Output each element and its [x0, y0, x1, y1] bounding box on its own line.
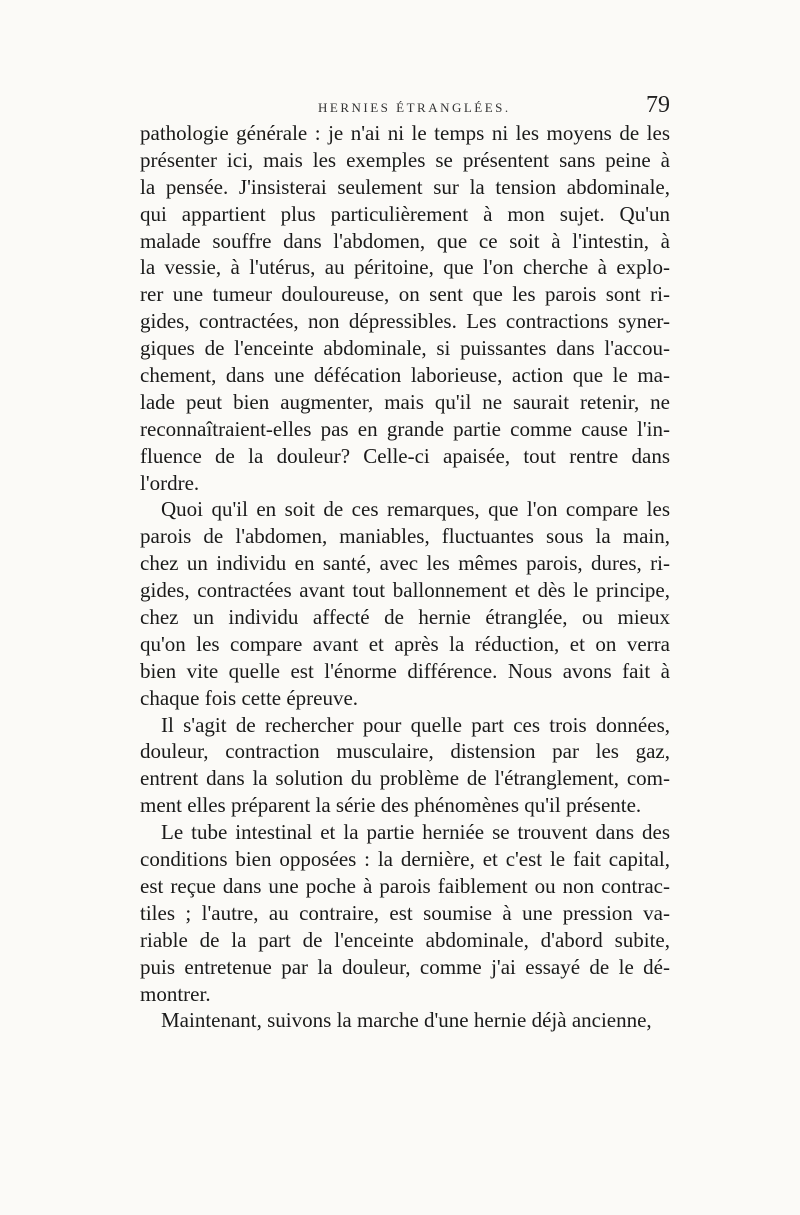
text-line: montrer.: [140, 981, 211, 1006]
text-line: riable de la part de l'enceinte abdominale, d'abord subite,: [140, 927, 670, 952]
text-line: Maintenant, suivons la marche d'une hernie déjà ancienne,: [161, 1008, 652, 1033]
paragraph: [140, 1007, 670, 1034]
text-line: tiles ; l'autre, au contraire, est soumise à une pression va-: [140, 900, 670, 925]
text-line: la vessie, à l'utérus, au péritoine, que l'on cherche à explo-: [140, 255, 670, 280]
paragraph: [140, 120, 670, 496]
body-text: [140, 120, 670, 1034]
paragraph: [140, 712, 670, 820]
text-line: chaque fois cette épreuve.: [140, 685, 359, 710]
page-header: [140, 92, 670, 120]
text-line: douleur, contraction musculaire, distension par les gaz,: [140, 739, 670, 764]
text-line: pathologie générale : je n'ai ni le temps ni les moyens de les: [140, 121, 670, 145]
book-page: [140, 92, 670, 1034]
paragraph: [140, 496, 670, 711]
text-line: giques de l'enceinte abdominale, si puissantes dans l'accou-: [140, 336, 670, 361]
text-line: chez un individu en santé, avec les mêmes parois, dures, ri-: [140, 551, 670, 576]
text-line: lade peut bien augmenter, mais qu'il ne saurait retenir, ne: [140, 389, 670, 414]
text-line: entrent dans la solution du problème de l'étranglement, com-: [140, 766, 670, 791]
text-line: chement, dans une défécation laborieuse, action que le ma-: [140, 363, 670, 388]
text-line: l'ordre.: [140, 470, 200, 495]
text-line: gides, contractées, non dépressibles. Les contractions syner-: [140, 309, 670, 334]
paragraph: [140, 819, 670, 1007]
text-line: conditions bien opposées : la dernière, et c'est le fait capital,: [140, 847, 670, 872]
text-line: reconnaîtraient-elles pas en grande partie comme cause l'in-: [140, 416, 670, 441]
text-line: Quoi qu'il en soit de ces remarques, que l'on compare les: [161, 497, 670, 522]
text-line: fluence de la douleur? Celle-ci apaisée, tout rentre dans: [140, 443, 670, 468]
running-head: HERNIES ÉTRANGLÉES.: [318, 100, 511, 115]
text-line: qu'on les compare avant et après la réduction, et on verra: [140, 631, 670, 656]
text-line: parois de l'abdomen, maniables, fluctuantes sous la main,: [140, 524, 670, 549]
text-line: gides, contractées avant tout ballonnement et dès le principe,: [140, 578, 670, 603]
text-line: qui appartient plus particulièrement à mon sujet. Qu'un: [140, 201, 670, 226]
text-line: ment elles préparent la série des phénomènes qu'il présente.: [140, 793, 642, 818]
text-line: Il s'agit de rechercher pour quelle part ces trois données,: [161, 712, 670, 737]
text-line: rer une tumeur douloureuse, on sent que les parois sont ri-: [140, 282, 670, 307]
text-line: Le tube intestinal et la partie herniée se trouvent dans des: [161, 820, 670, 845]
text-line: présenter ici, mais les exemples se présentent sans peine à: [140, 147, 670, 172]
text-line: la pensée. J'insisterai seulement sur la tension abdominale,: [140, 174, 670, 199]
text-line: chez un individu affecté de hernie étranglée, ou mieux: [140, 605, 670, 630]
text-line: puis entretenue par la douleur, comme j'ai essayé de le dé-: [140, 954, 670, 979]
page-number: 79: [646, 92, 670, 118]
text-line: bien vite quelle est l'énorme différence. Nous avons fait à: [140, 658, 670, 683]
text-line: malade souffre dans l'abdomen, que ce soit à l'intestin, à: [140, 228, 670, 253]
text-line: est reçue dans une poche à parois faiblement ou non contrac-: [140, 873, 670, 898]
